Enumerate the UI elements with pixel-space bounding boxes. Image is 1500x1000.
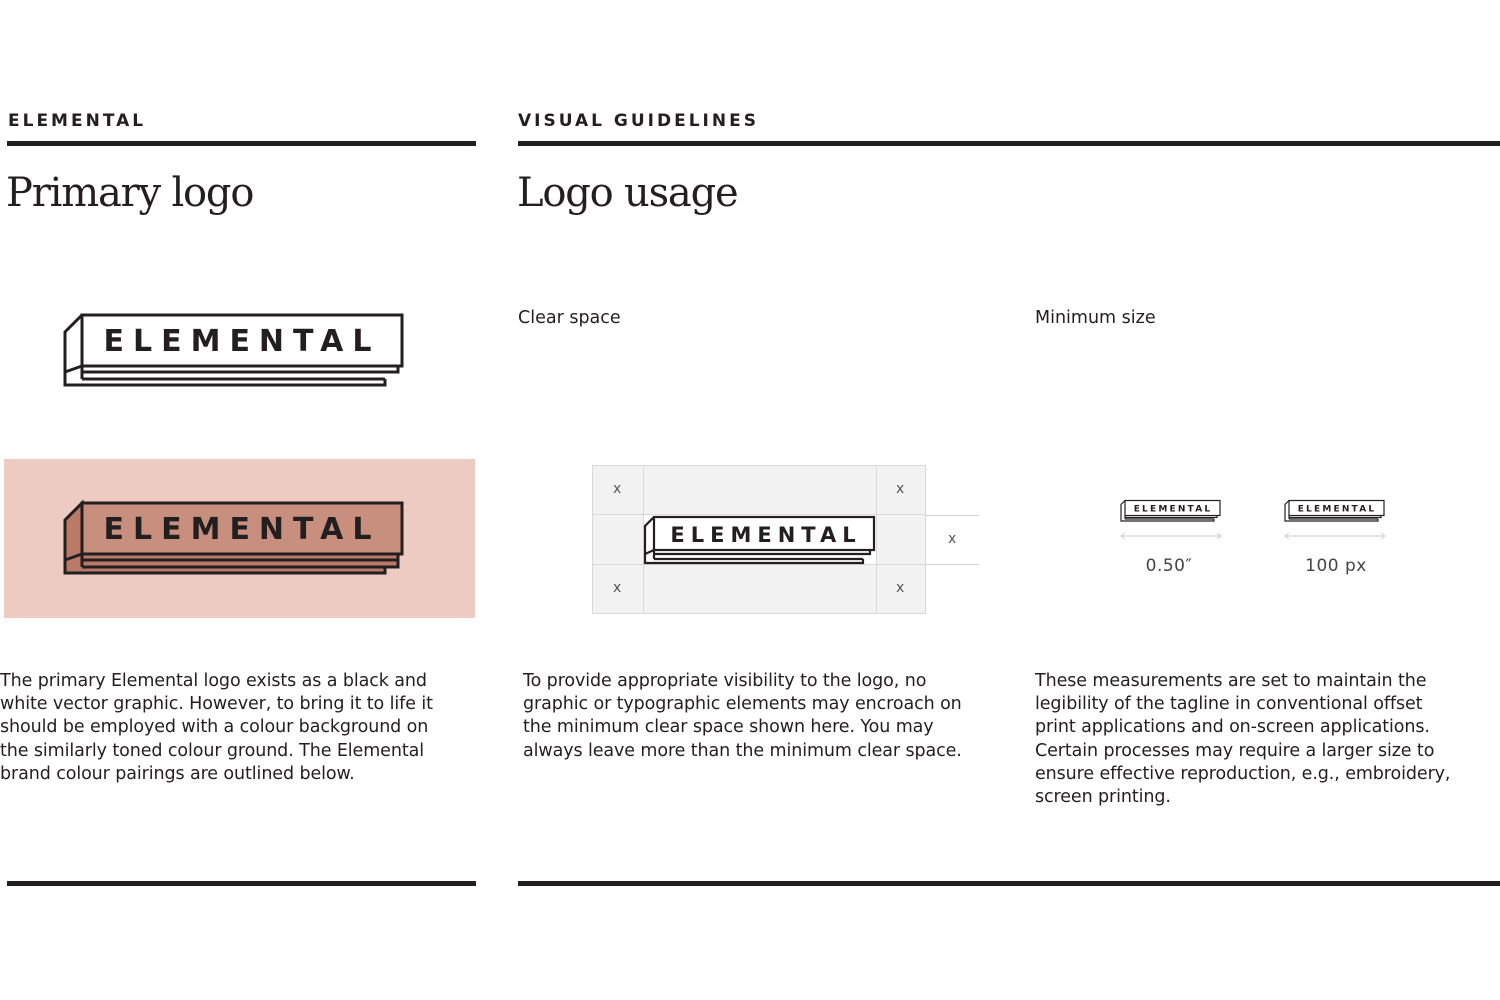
- minimum-size-screen-value: 100 px: [1305, 556, 1367, 576]
- clear-space-marker: x: [613, 580, 622, 596]
- body-line: the similarly toned colour ground. The Elemental: [0, 740, 424, 761]
- section-kicker-right: VISUAL GUIDELINES: [518, 111, 759, 131]
- screen-width-indicator: [1283, 531, 1387, 541]
- body-line: print applications and on-screen applications.: [1035, 717, 1430, 738]
- bottom-rule-right: [518, 881, 1500, 886]
- clear-space-cell: [643, 465, 877, 515]
- minimum-size-logo-screen: [1283, 499, 1387, 524]
- minimum-size-print-value: 0.50″: [1145, 556, 1193, 576]
- primary-logo-colour: [60, 498, 410, 580]
- clear-space-cell: [643, 564, 877, 614]
- logo-wordmark-colour: ELEMENTAL: [103, 512, 381, 547]
- bottom-rule-left: [7, 881, 476, 886]
- body-line: graphic or typographic elements may encroach on: [523, 694, 962, 715]
- body-line: ensure effective reproduction, e.g., embroidery,: [1035, 763, 1451, 784]
- top-rule-left: [7, 141, 476, 146]
- clear-space-cell: [592, 514, 644, 565]
- body-line: These measurements are set to maintain the: [1035, 671, 1427, 691]
- minimum-size-logo-print: [1119, 499, 1223, 524]
- clear-space-marker: x: [613, 481, 622, 497]
- minimum-size-description: [1035, 670, 1495, 809]
- body-line: should be employed with a colour background on: [0, 717, 429, 738]
- logo-wordmark-clear-space: ELEMENTAL: [670, 523, 862, 547]
- logo-wordmark-min-print: ELEMENTAL: [1133, 504, 1213, 515]
- page-title-primary-logo: Primary logo: [6, 170, 254, 216]
- page-title-logo-usage: Logo usage: [517, 170, 738, 216]
- clear-space-guide: [926, 564, 978, 565]
- logo-wordmark: ELEMENTAL: [103, 324, 381, 359]
- clear-space-marker: x: [896, 481, 905, 497]
- clear-space-marker: x: [948, 531, 957, 547]
- clear-space-guide: [926, 515, 978, 516]
- primary-logo-description: [0, 670, 480, 786]
- clear-space-marker: x: [896, 580, 905, 596]
- body-line: always leave more than the minimum clear space.: [523, 740, 962, 761]
- logo-wordmark-min-screen: ELEMENTAL: [1297, 504, 1377, 515]
- body-line: The primary Elemental logo exists as a black and: [0, 671, 427, 691]
- clear-space-logo: [642, 514, 878, 568]
- minimum-size-label: Minimum size: [1035, 308, 1156, 328]
- clear-space-label: Clear space: [518, 308, 621, 328]
- body-line: white vector graphic. However, to bring it to life it: [0, 694, 433, 715]
- primary-logo-mono: [60, 310, 410, 392]
- clear-space-cell: [876, 514, 926, 565]
- print-width-indicator: [1119, 531, 1223, 541]
- body-line: brand colour pairings are outlined below.: [0, 763, 355, 784]
- body-line: Certain processes may require a larger size to: [1035, 740, 1435, 761]
- section-kicker-left: ELEMENTAL: [8, 111, 147, 131]
- body-line: the minimum clear space shown here. You may: [523, 717, 934, 738]
- clear-space-description: [523, 670, 1003, 763]
- body-line: screen printing.: [1035, 787, 1171, 808]
- body-line: To provide appropriate visibility to the logo, no: [523, 671, 927, 691]
- top-rule-right: [518, 141, 1500, 146]
- body-line: legibility of the tagline in conventional offset: [1035, 694, 1423, 715]
